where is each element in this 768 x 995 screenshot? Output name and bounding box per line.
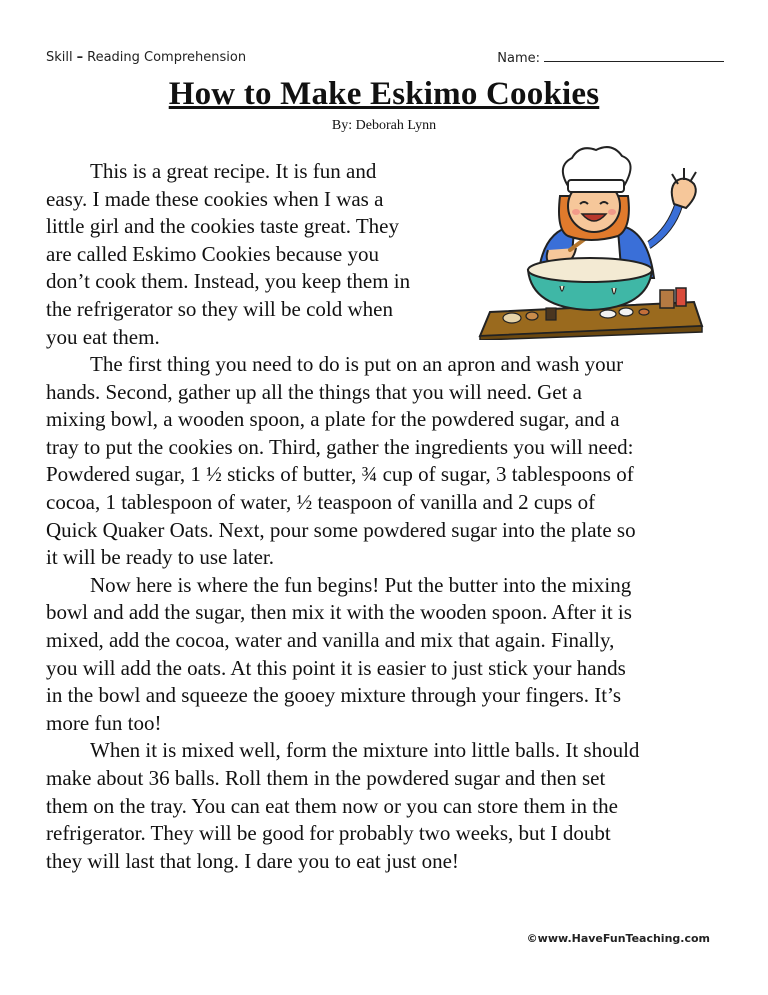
recipe-body	[46, 351, 736, 875]
byline: By: Deborah Lynn	[331, 118, 437, 133]
name-field	[497, 50, 724, 66]
text-line: hands. Second, gather up all the things that you will need. Get a	[46, 379, 582, 404]
skill-label-text: Skill	[46, 50, 73, 65]
text-line: refrigerator. They will be good for probably two weeks, but I doubt	[46, 821, 611, 846]
name-label: Name:	[497, 51, 540, 66]
text-line: mixed, add the cocoa, water and vanilla and mix that again. Finally,	[46, 627, 615, 652]
skill-label	[46, 50, 246, 65]
text-line: make about 36 balls. Roll them in the powdered sugar and then set	[46, 765, 606, 790]
name-blank-line	[544, 50, 724, 62]
text-line: little girl and the cookies taste great. They	[46, 214, 400, 239]
text-line: are called Eskimo Cookies because you	[46, 241, 379, 266]
text-line: easy. I made these cookies when I was a	[46, 186, 384, 211]
text-line: in the bowl and squeeze the gooey mixture through your fingers. It’s	[46, 683, 622, 708]
girl-chef-baking-illustration	[472, 140, 712, 340]
text-line: you will add the oats. At this point it is easier to just stick your hands	[46, 655, 626, 680]
text-line: don’t cook them. Instead, you keep them in	[46, 269, 411, 294]
text-line: the refrigerator so they will be cold when	[46, 296, 393, 321]
text-line: Now here is where the fun begins! Put the butter into the mixing	[90, 572, 632, 597]
text-line: Powdered sugar, 1 ½ sticks of butter, ¾ cup of sugar, 3 tablespoons of	[46, 462, 634, 487]
copyright-footer: ©www.HaveFunTeaching.com	[526, 932, 710, 945]
text-line: tray to put the cookies on. Third, gather the ingredients you will need:	[46, 434, 634, 459]
text-line: more fun too!	[46, 710, 162, 735]
text-line: bowl and add the sugar, then mix it with the wooden spoon. After it is	[46, 600, 632, 625]
text-line: them on the tray. You can eat them now or you can store them in the	[46, 793, 618, 818]
text-line: it will be ready to use later.	[46, 545, 275, 570]
text-line: The first thing you need to do is put on an apron and wash your	[90, 352, 624, 376]
worksheet-header	[46, 50, 724, 70]
page-title: How to Make Eskimo Cookies	[168, 76, 600, 112]
text-line: mixing bowl, a wooden spoon, a plate for the powdered sugar, and a	[46, 407, 620, 432]
skill-dash: –	[76, 50, 84, 65]
text-line: Quick Quaker Oats. Next, pour some powdered sugar into the plate so	[46, 517, 636, 542]
text-line: they will last that long. I dare you to eat just one!	[46, 848, 459, 873]
text-line: cocoa, 1 tablespoon of water, ½ teaspoon of vanilla and 2 cups of	[46, 489, 596, 514]
intro-paragraph	[46, 158, 466, 351]
text-line: When it is mixed well, form the mixture into little balls. It should	[90, 738, 640, 763]
text-line: you eat them.	[46, 324, 160, 349]
text-line: This is a great recipe. It is fun and	[90, 159, 377, 183]
skill-value: Reading Comprehension	[87, 50, 247, 65]
